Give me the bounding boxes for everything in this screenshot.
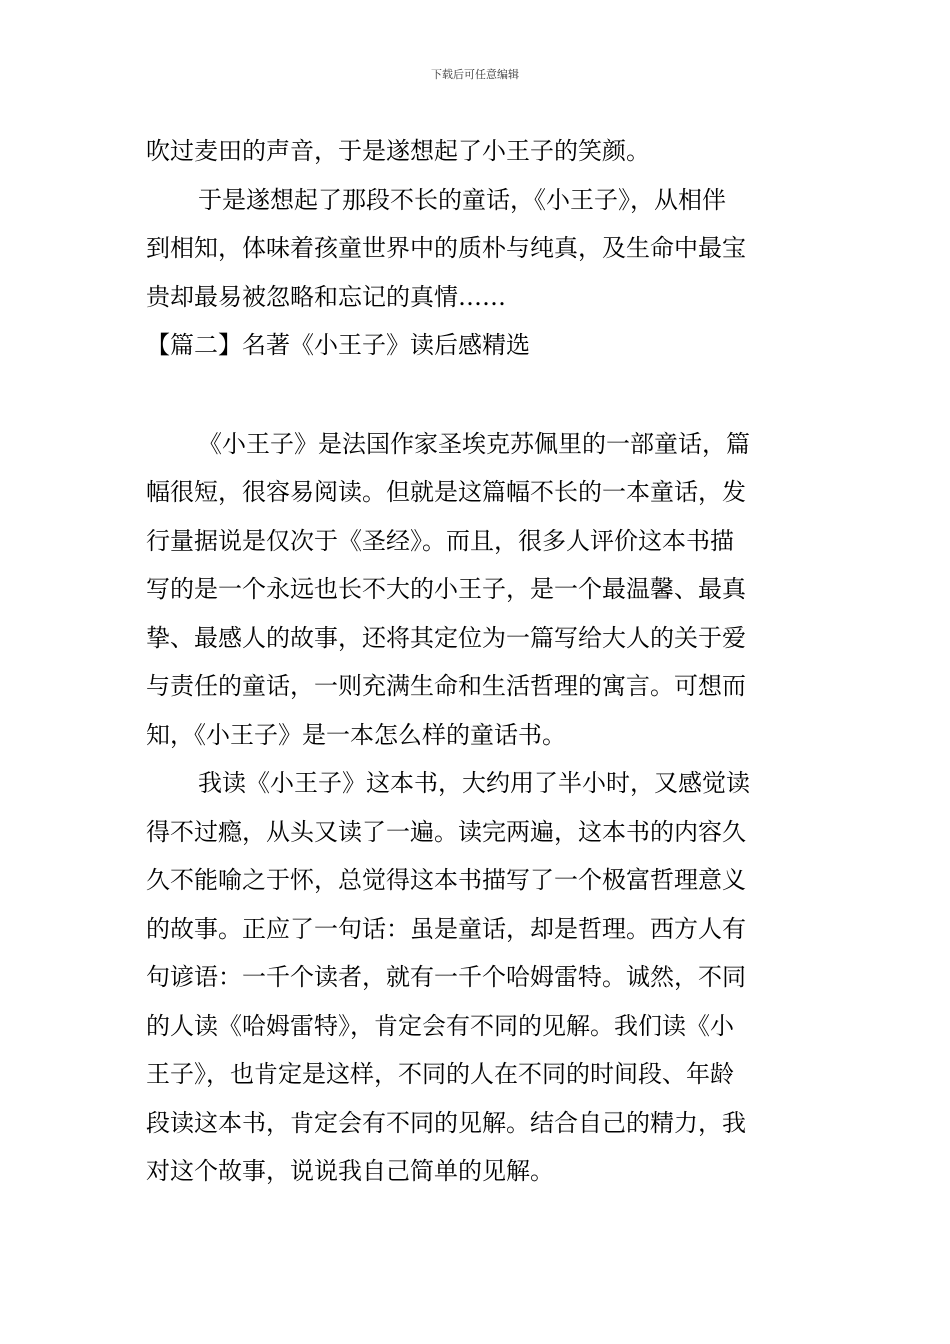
text-line: 《小王子》是法国作家圣埃克苏佩里的一部童话，篇	[198, 429, 750, 458]
blank-gap	[146, 370, 806, 420]
text-line: 久不能喻之于怀，总觉得这本书描写了一个极富哲理意义	[146, 866, 746, 894]
text-line: 句谚语：一千个读者，就有一千个哈姆雷特。诚然，不同	[146, 963, 746, 991]
text-line: 幅很短，很容易阅读。但就是这篇幅不长的一本童话，发	[146, 478, 746, 506]
text-line: 对这个故事，说说我自己简单的见解。	[146, 1157, 554, 1185]
text-line: 写的是一个永远也长不大的小王子，是一个最温馨、最真	[146, 575, 746, 603]
text-line: 挚、最感人的故事，还将其定位为一篇写给大人的关于爱	[146, 623, 746, 652]
text-line: 吹过麦田的声音，于是遂想起了小王子的笑颜。	[146, 137, 650, 165]
text-line: 与责任的童话，一则充满生命和生活哲理的寓言。可想而	[146, 672, 746, 700]
text-line: 贵却最易被忽略和忘记的真情……	[146, 282, 506, 311]
text-line: 于是遂想起了那段不长的童话，《小王子》，从相伴	[198, 185, 726, 214]
text-line: 行量据说是仅次于《圣经》。而且，很多人评价这本书描	[146, 526, 734, 555]
page-header: 下载后可任意编辑	[431, 68, 519, 81]
text-line: 知，《小王子》是一本怎么样的童话书。	[146, 720, 566, 749]
text-line: 的故事。正应了一句话：虽是童话，却是哲理。西方人有	[146, 914, 746, 943]
text-line: 王子》，也肯定是这样，不同的人在不同的时间段、年龄	[146, 1060, 734, 1088]
text-line: 得不过瘾，从头又读了一遍。读完两遍，这本书的内容久	[146, 817, 746, 846]
section-heading: 【篇二】名著《小王子》读后感精选	[146, 331, 530, 359]
text-line: 段读这本书，肯定会有不同的见解。结合自己的精力，我	[146, 1108, 746, 1137]
text-line: 的人读《哈姆雷特》，肯定会有不同的见解。我们读《小	[146, 1011, 734, 1040]
document-body	[146, 127, 806, 1196]
text-line: 到相知，体味着孩童世界中的质朴与纯真，及生命中最宝	[146, 234, 746, 262]
text-line: 我读《小王子》这本书，大约用了半小时，又感觉读	[198, 769, 750, 797]
